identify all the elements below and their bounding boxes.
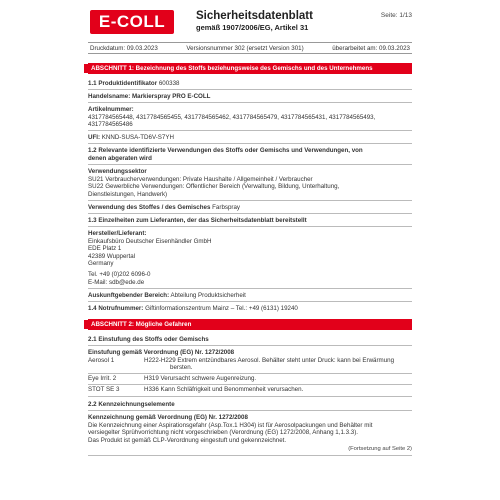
- sector-su22-cont: Dienstleistungen, Handwerk): [88, 190, 168, 198]
- meta-row: [88, 42, 412, 54]
- phone-number: Tel. +49 (0)202 6096-0: [88, 271, 151, 278]
- manufacturer-label: Hersteller/Lieferant:: [88, 230, 147, 237]
- divider: [88, 384, 412, 385]
- relevant-uses-heading-cont: denen abgeraten wird: [88, 154, 152, 162]
- ufi-label: UFI:: [88, 134, 101, 141]
- manufacturer-line: 42389 Wuppertal: [88, 252, 136, 260]
- divider: [88, 301, 412, 302]
- emergency-number-value: Giftinformationszentrum Mainz – Tel.: +49 (6131) 19240: [145, 305, 298, 312]
- relevant-uses-heading: 1.2 Relevante identifizierte Verwendungen des Stoffs oder Gemischs und Verwendungen, von: [88, 147, 363, 154]
- manufacturer-line: Germany: [88, 260, 114, 267]
- divider: [88, 164, 412, 165]
- footer-divider: [88, 455, 412, 456]
- hazard-eye: [88, 375, 412, 382]
- article-number-line: 4317784565448, 4317784565455, 4317784565462, 4317784565479, 4317784565431, 4317784565493,: [88, 113, 376, 121]
- regulation-heading: Einstufung gemäß Verordnung (EG) Nr. 1272/2008: [88, 349, 235, 356]
- divider: [88, 130, 412, 131]
- divider: [88, 345, 412, 346]
- trade-name-value: Markierspray PRO E-COLL: [132, 93, 211, 100]
- hazard-stot: [88, 386, 412, 393]
- emergency-number-label: 1.4 Notrufnummer:: [88, 305, 144, 312]
- hazard-text: H222-H229 Extrem entzündbares Aerosol. Behälter steht unter Druck: kann bei Erwärmung: [144, 356, 395, 364]
- hazard-code: STOT SE 3: [88, 386, 120, 393]
- sector-label: Verwendungssektor: [88, 168, 147, 175]
- supplier-heading: 1.3 Einzelheiten zum Lieferanten, der das Sicherheitsdatenblatt bereitstellt: [88, 217, 307, 224]
- hazard-text: H319 Verursacht schwere Augenreizung.: [144, 375, 257, 382]
- continuation-note: (Fortsetzung auf Seite 2): [348, 446, 412, 452]
- ufi-value: KNND-SUSA-TD6V-S7YH: [101, 134, 174, 141]
- manufacturer-line: EDE Platz 1: [88, 245, 122, 252]
- hazard-code: Aerosol 1: [88, 356, 115, 364]
- divider: [88, 373, 412, 374]
- section-1-heading: ABSCHNITT 1: Bezeichnung des Stoffs beziehungsweise des Gemischs und des Unternehmens: [88, 63, 412, 74]
- product-identifier: [88, 80, 412, 87]
- use-label: Verwendung des Stoffes / des Gemisches: [88, 204, 211, 211]
- hazard-aerosol-cont: [88, 364, 412, 371]
- manufacturer-line: Einkaufsbüro Deutscher Eisenhändler GmbH: [88, 237, 212, 245]
- labelling-text: Die Kennzeichnung einer Aspirationsgefahr (Asp.Tox.1 H304) ist für Aerosolpackungen und Behälter mit: [88, 421, 373, 429]
- use-value: Farbspray: [212, 204, 241, 211]
- info-department: [88, 292, 412, 299]
- hazard-text: bersten.: [170, 364, 193, 371]
- hazard-text: H336 Kann Schläfrigkeit und Benommenheit verursachen.: [144, 386, 304, 393]
- labelling-text: versiegelter Sprühvorrichtung nicht vorgeschrieben (Verordnung (EG) 1272/2008, Anhang 1,1.3.3).: [88, 429, 359, 436]
- document-subtitle: gemäß 1907/2006/EG, Artikel 31: [196, 23, 309, 32]
- labelling-text: Das Produkt ist gemäß CLP-Verordnung eingestuft und gekennzeichnet.: [88, 436, 287, 444]
- divider: [88, 410, 412, 411]
- article-number-label: Artikelnummer:: [88, 106, 134, 113]
- classification-heading: 2.1 Einstufung des Stoffs oder Gemischs: [88, 336, 209, 343]
- page-number: Seite: 1/13: [380, 12, 412, 19]
- use-of-substance: [88, 204, 412, 211]
- sector-su22: SU22 Gewerbliche Verwendungen: Öffentlicher Bereich (Verwaltung, Bildung, Unterhaltung,: [88, 183, 340, 190]
- ecoll-logo: E-COLL: [90, 10, 174, 34]
- hazard-code: Eye Irrit. 2: [88, 375, 117, 382]
- email-address: E-Mail: sdb@ede.de: [88, 278, 145, 286]
- emergency-number: [88, 305, 412, 312]
- product-identifier-label: 1.1 Produktidentifikator: [88, 80, 158, 87]
- trade-name-label: Handelsname:: [88, 93, 131, 100]
- print-date: Druckdatum: 09.03.2023: [90, 44, 158, 52]
- divider: [88, 396, 412, 397]
- label-elements-heading: 2.2 Kennzeichnungselemente: [88, 401, 175, 408]
- info-department-value: Abteilung Produktsicherheit: [170, 292, 246, 299]
- divider: [88, 200, 412, 201]
- document-title: Sicherheitsdatenblatt: [196, 10, 313, 22]
- sector-su21: SU21 Verbraucherverwendungen: Private Haushalte / Allgemeinheit / Verbraucher: [88, 175, 313, 183]
- divider: [88, 102, 412, 103]
- divider: [88, 143, 412, 144]
- info-department-label: Auskunftgebender Bereich:: [88, 292, 170, 299]
- revised-date: überarbeitet am: 09.03.2023: [332, 44, 410, 52]
- hazard-aerosol: [88, 357, 412, 364]
- ufi: [88, 134, 412, 141]
- divider: [88, 213, 412, 214]
- divider: [88, 226, 412, 227]
- article-number-line: 4317784565486: [88, 121, 133, 128]
- labelling-heading: Kennzeichnung gemäß Verordnung (EG) Nr. 1272/2008: [88, 414, 248, 421]
- divider: [88, 89, 412, 90]
- divider: [88, 288, 412, 289]
- trade-name: [88, 93, 412, 100]
- product-identifier-value: 600338: [158, 80, 180, 87]
- version-number: Versionsnummer 302 (ersetzt Version 301): [186, 44, 304, 52]
- section-2-heading: ABSCHNITT 2: Mögliche Gefahren: [88, 319, 412, 330]
